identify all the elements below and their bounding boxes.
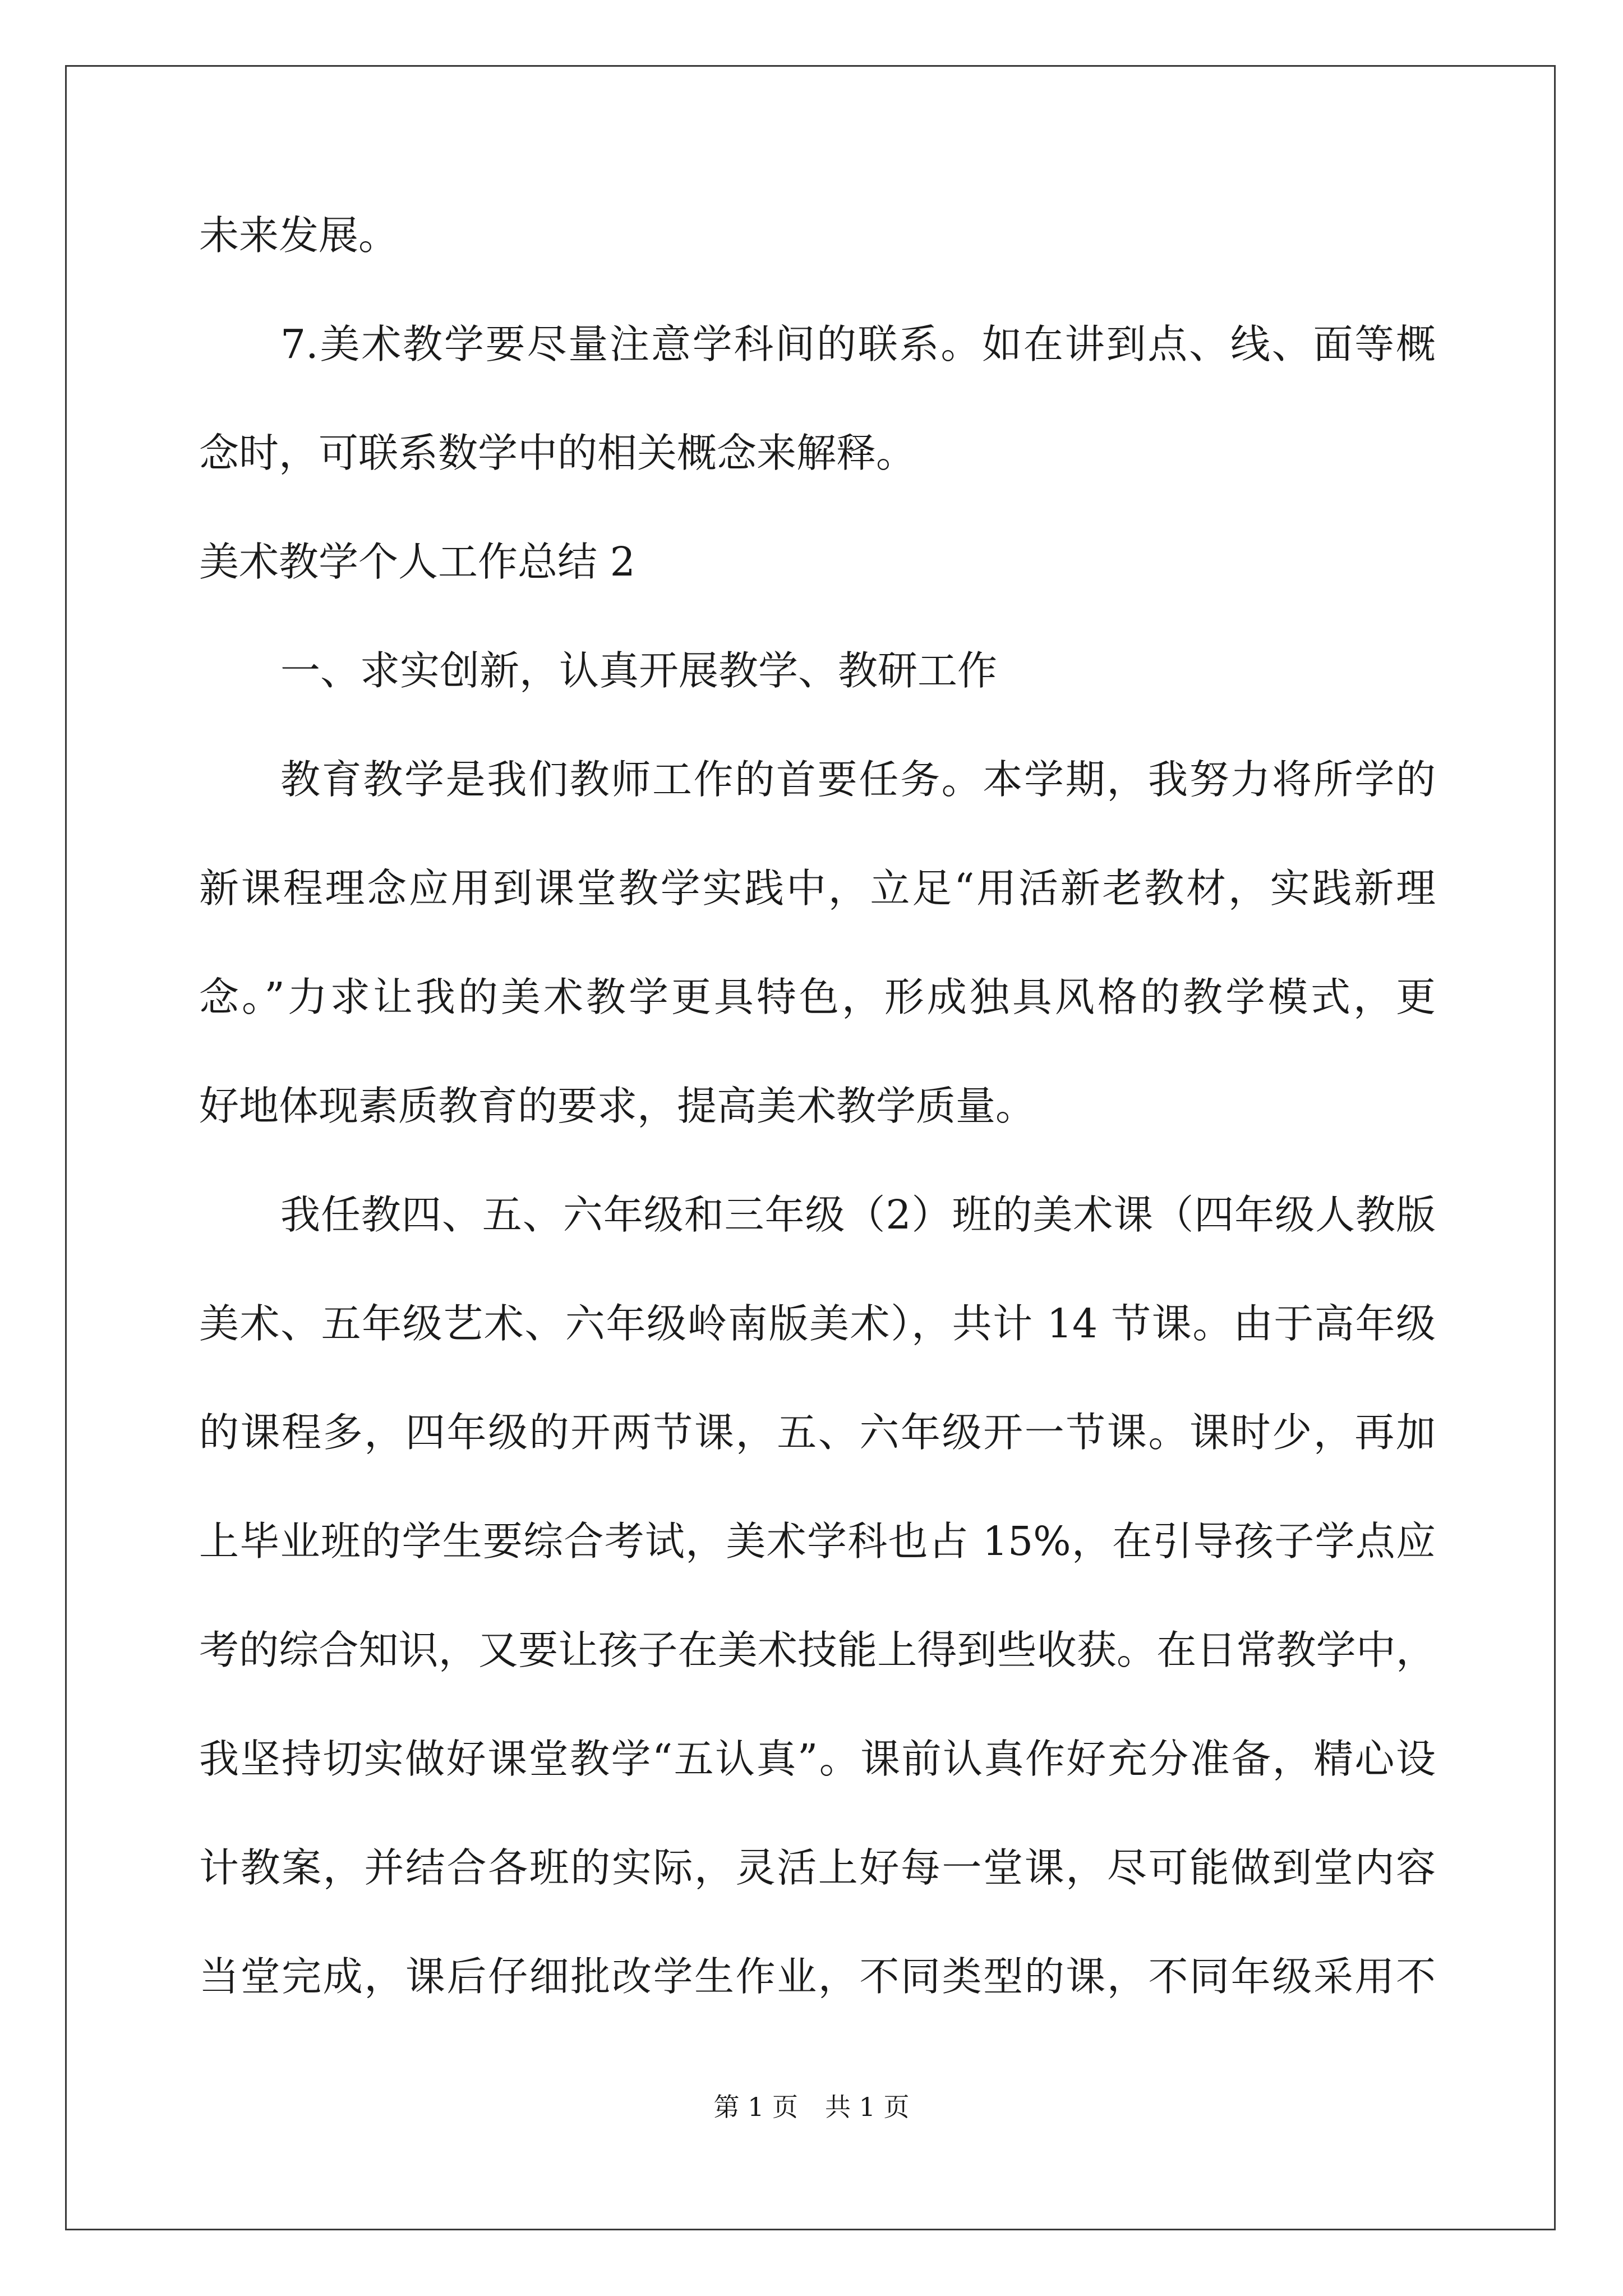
document-body [199, 213, 1436, 1999]
text-line: 的课程多，四年级的开两节课，五、六年级开一节课。课时少，再加 [199, 1409, 1436, 1456]
text-line: 念时，可联系数学中的相关概念来解释。 [199, 430, 916, 476]
text-line: 念。”力求让我的美术教学更具特色，形成独具风格的教学模式，更 [199, 974, 1436, 1020]
text-line: 美术、五年级艺术、六年级岭南版美术），共计 14 节课。由于高年级 [199, 1300, 1436, 1347]
page-footer [0, 2091, 1623, 2123]
page-number: 第 1 页 [713, 2092, 798, 2122]
text-line: 未来发展。 [199, 212, 399, 259]
text-line: 好地体现素质教育的要求，提高美术教学质量。 [199, 1083, 1036, 1129]
text-line: 7.美术教学要尽量注意学科间的联系。如在讲到点、线、面等概 [280, 321, 1436, 367]
text-line: 我坚持切实做好课堂教学“五认真”。课前认真作好充分准备，精心设 [199, 1736, 1436, 1782]
subsection-heading: 一、求实创新，认真开展教学、教研工作 [280, 647, 998, 694]
text-line: 教育教学是我们教师工作的首要任务。本学期，我努力将所学的 [280, 756, 1436, 803]
page-total: 共 1 页 [825, 2092, 910, 2122]
text-line: 当堂完成，课后仔细批改学生作业，不同类型的课，不同年级采用不 [199, 1953, 1436, 2000]
text-line: 考的综合知识，又要让孩子在美术技能上得到些收获。在日常教学中， [199, 1627, 1436, 1673]
text-line: 上毕业班的学生要综合考试，美术学科也占 15%，在引导孩子学点应 [199, 1518, 1436, 1565]
text-line: 我任教四、五、六年级和三年级（2）班的美术课（四年级人教版 [280, 1191, 1436, 1238]
text-line: 新课程理念应用到课堂教学实践中，立足“用活新老教材，实践新理 [199, 865, 1436, 912]
text-line: 计教案，并结合各班的实际，灵活上好每一堂课，尽可能做到堂内容 [199, 1844, 1436, 1891]
section-heading: 美术教学个人工作总结 2 [199, 539, 635, 585]
